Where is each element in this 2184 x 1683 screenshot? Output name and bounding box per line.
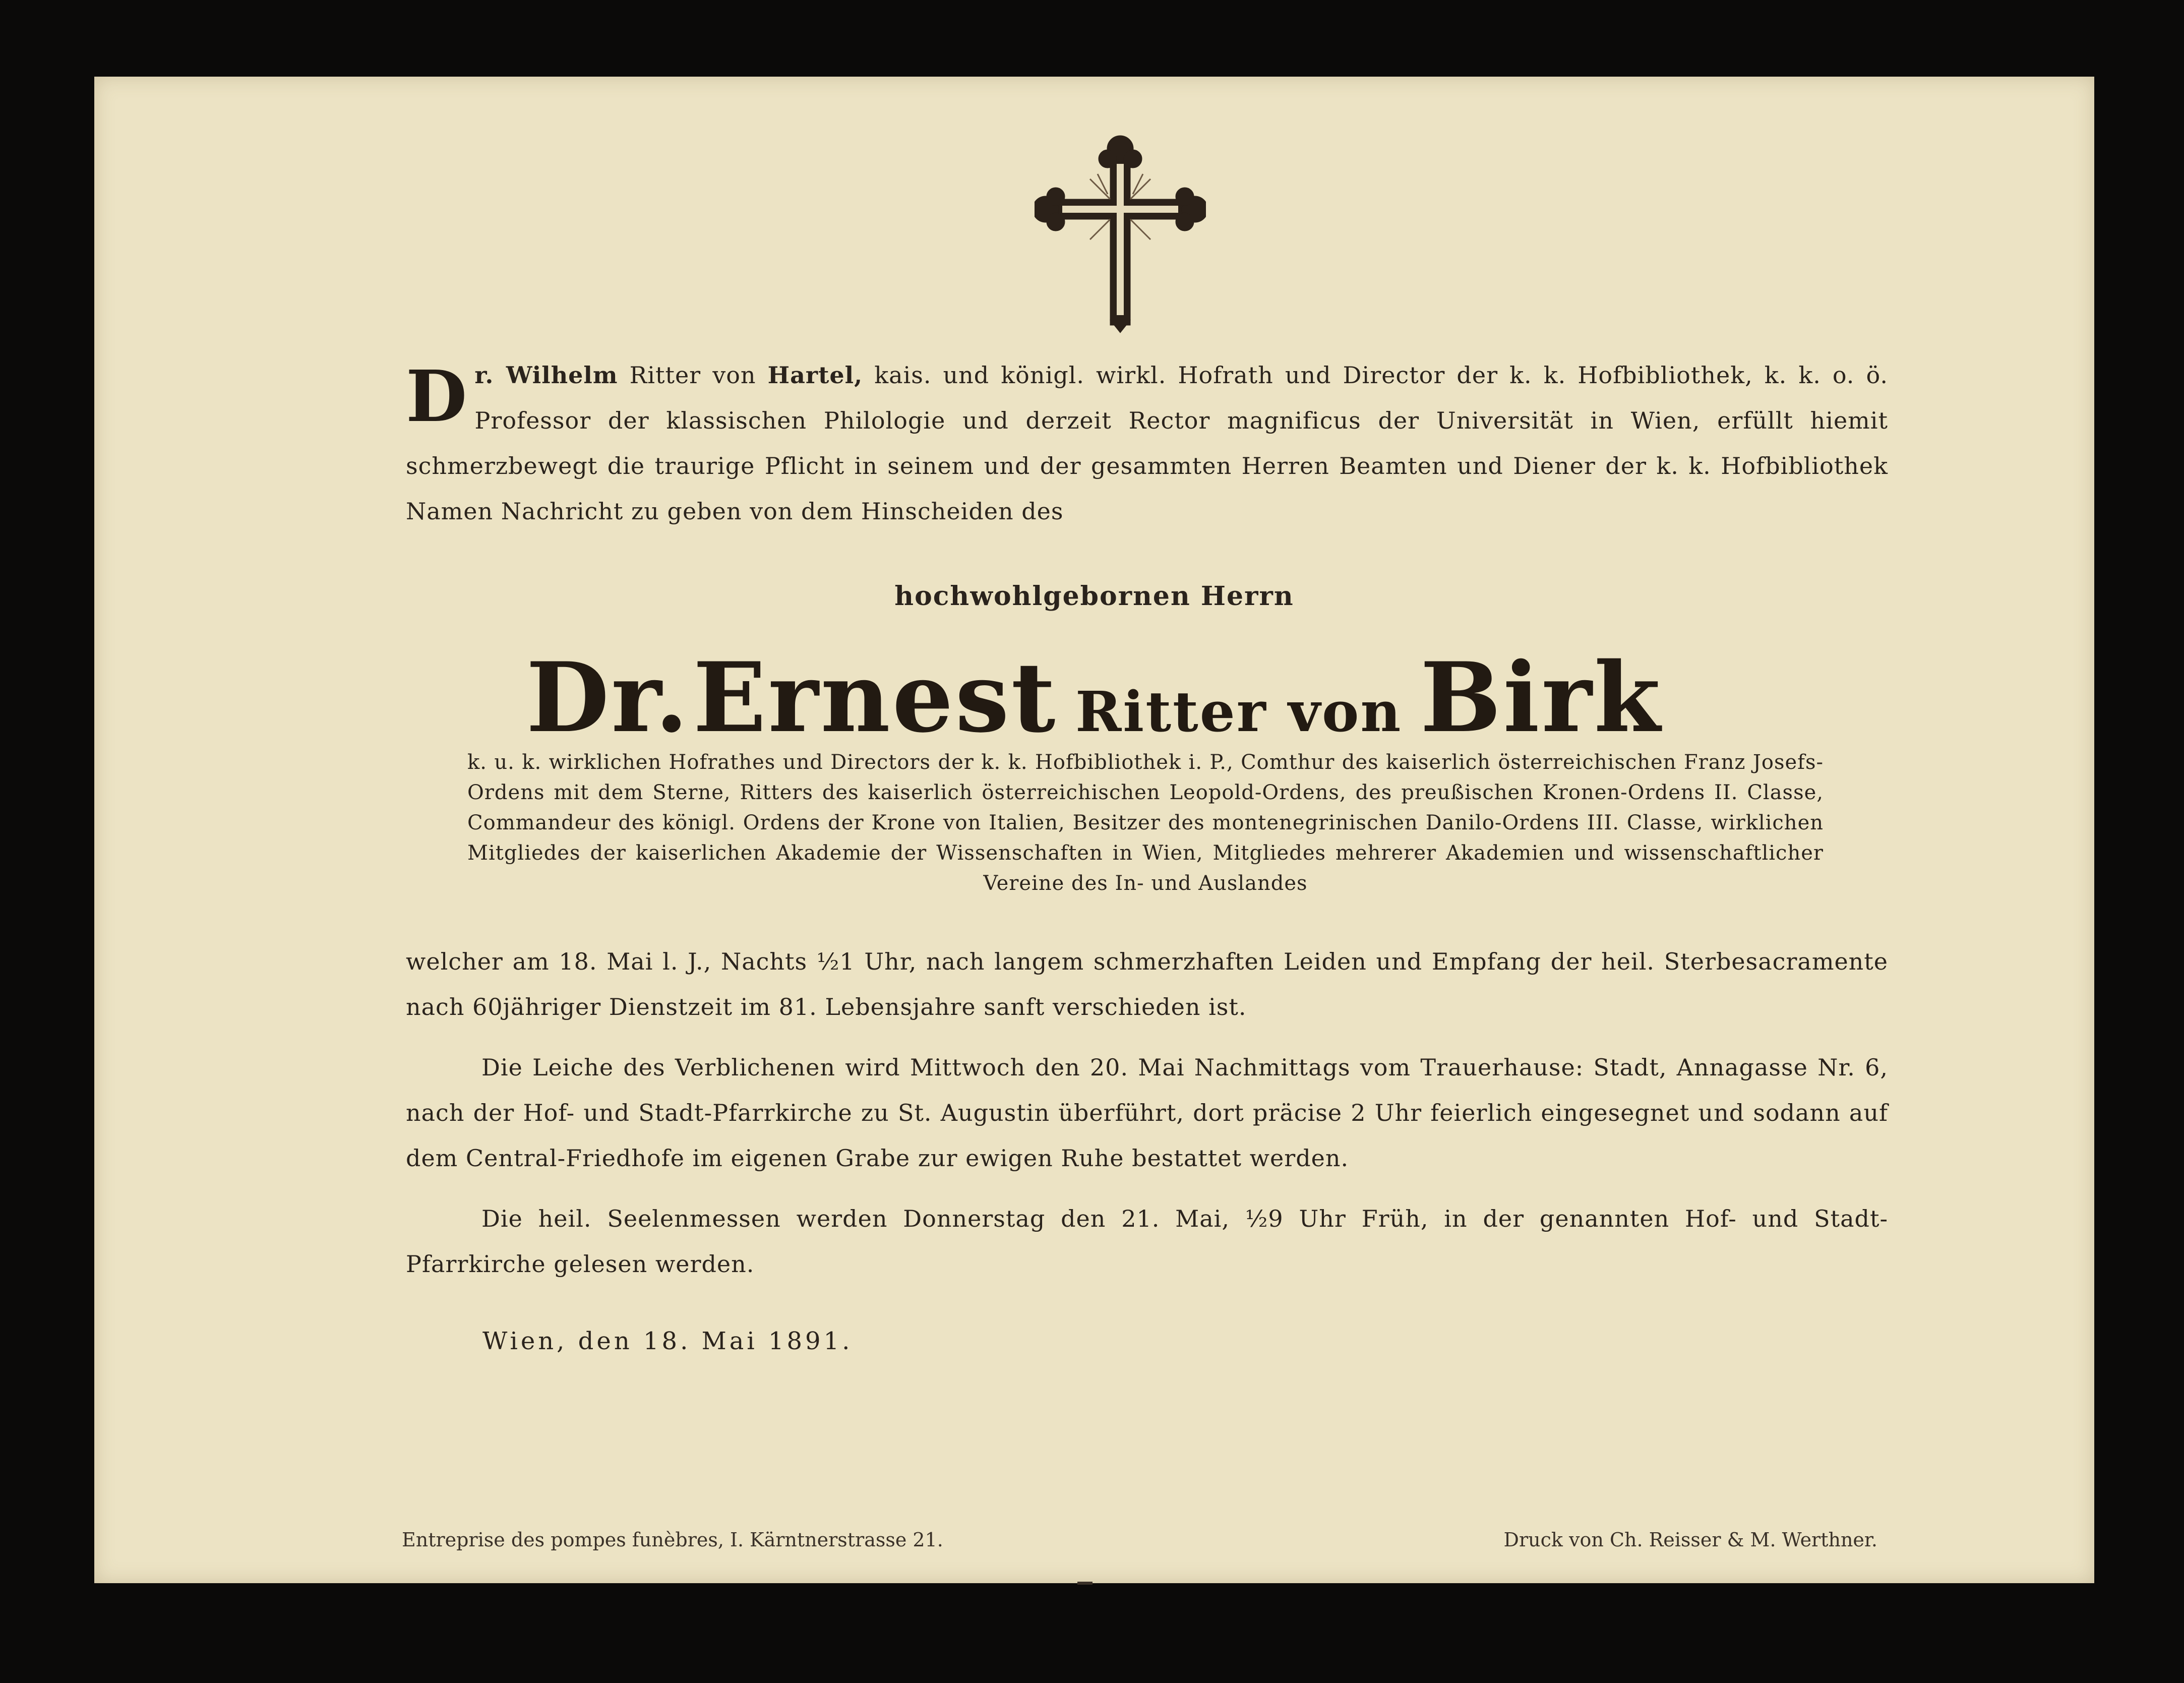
footer-undertaker: Entreprise des pompes funèbres, I. Kärntnerstrasse 21. [402,1529,943,1551]
paragraph-death: welcher am 18. Mai l. J., Nachts ½1 Uhr, nach langem schmerzhaften Leiden und Empfang der heil. Sterbesacramente nach 60jähriger Dienstzeit im 81. Lebensjahre sanft verschieden ist. [406,948,1888,1020]
intro-paragraph [406,352,1888,534]
mourning-notice [94,77,2094,1583]
sender-name: r. Wilhelm [474,362,618,389]
deceased-name [94,641,2094,754]
name-first: Ernest [693,641,1058,754]
cross-icon [1035,134,1206,335]
dateline: Wien, den 18. Mai 1891. [482,1327,853,1355]
intro-text-a: Ritter von [618,362,768,389]
name-nobility: Ritter von [1075,679,1403,744]
name-last: Birk [1420,641,1663,754]
intro-text-b: kais. und königl. wirkl. Hofrath und Director der k. k. Hofbibliothek, k. k. o. ö. Professor der klassischen Philologie und derzeit Rector magnificus der Universität in Wien, erfüllt hiemit schmerzbewegt die traurige Pflicht in seinem und der gesammten Herren Beamten und Diener der k. k. Hofbibliothek Namen Nachricht zu geben von dem Hinscheiden des [406,362,1888,525]
drop-cap: D [406,355,468,438]
paragraph-funeral: Die Leiche des Verblichenen wird Mittwoch den 20. Mai Nachmittags vom Trauerhause: Stadt, Annagasse Nr. 6, nach der Hof- und Stadt-Pfarrkirche zu St. Augustin überführt, dort präcise 2 Uhr feierlich eingesegnet und sodann auf dem Central-Friedhofe im eigenen Grabe zur ewigen Ruhe bestattet werden. [406,1054,1888,1172]
honorific: hochwohlgebornen Herrn [894,581,1294,612]
deceased-titles: k. u. k. wirklichen Hofrathes und Directors der k. k. Hofbibliothek i. P., Comthur des kaiserlich österreichischen Franz Josefs-Ordens mit dem Sterne, Ritters des kaiserlich österreichischen Leopold-Ordens, des preußischen Kronen-Ordens II. Classe, Commandeur des königl. Ordens der Krone von Italien, Besitzer des montenegrinischen Danilo-Ordens III. Classe, wirklichen Mitgliedes der kaiserlichen Akademie der Wissenschaften in Wien, Mitgliedes mehrerer Akademien und wissenschaftlicher Vereine des In- und Auslandes [467,751,1824,895]
name-title: Dr. [526,641,691,754]
paragraph-masses: Die heil. Seelenmessen werden Donnerstag den 21. Mai, ½9 Uhr Früh, in der genannten Hof- und Stadt-Pfarrkirche gelesen werden. [406,1205,1888,1278]
ornamental-cross-icon [1035,134,1206,335]
sender-surname: Hartel, [767,362,863,389]
divider-mark [1077,1582,1093,1585]
footer-printer: Druck von Ch. Reisser & M. Werthner. [1503,1529,1877,1551]
